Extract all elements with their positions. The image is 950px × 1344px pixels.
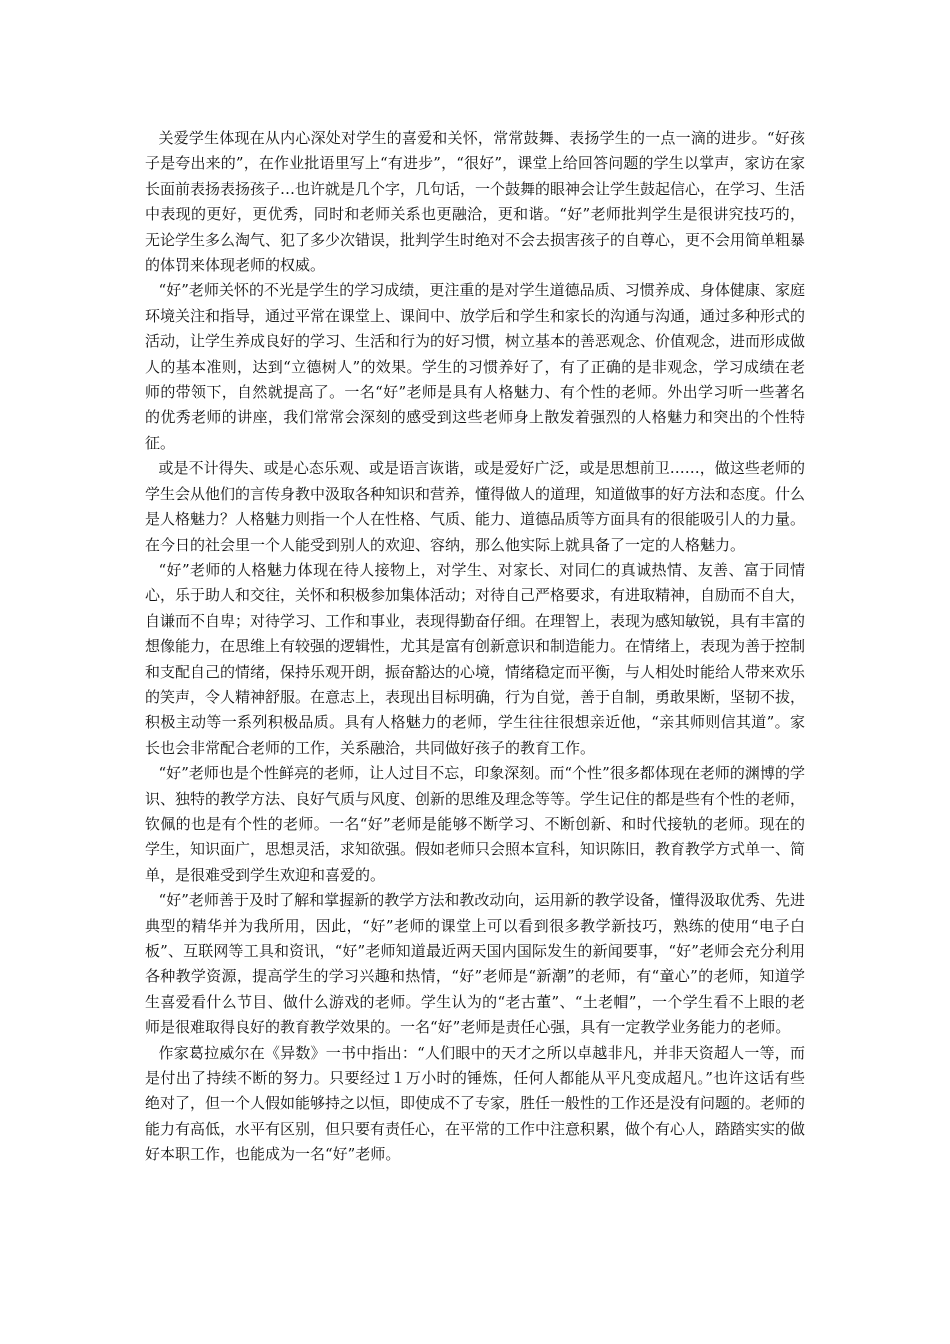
paragraph-6: “好”老师善于及时了解和掌握新的教学方法和教改动向，运用新的教学设备，懂得汲取优秀、先进典型的精华并为我所用，因此，“好”老师的课堂上可以看到很多教学新技巧，熟练的使用“电子白板”、互联网等工具和资讯，“好”老师知道最近两天国内国际发生的新闻要事，“好”老师会充分利用各种教学资源，提高学生的学习兴趣和热情，“好”老师是“新潮”的老师，有“童心”的老师，知道学生喜爱看什么节目、做什么游戏的老师。学生认为的“老古董”、“土老帽”，一个学生看不上眼的老师是很难取得良好的教育教学效果的。一名“好”老师是责任心强，具有一定教学业务能力的老师。: [145, 891, 805, 1037]
paragraph-5: “好”老师也是个性鲜亮的老师，让人过目不忘，印象深刻。而“个性”很多都体现在老师的渊博的学识、独特的教学方法、良好气质与风度、创新的思维及理念等等。学生记住的都是些有个性的老师，钦佩的也是有个性的老师。一名“好”老师是能够不断学习、不断创新、和时代接轨的老师。现在的学生，知识面广，思想灵活，求知欲强。假如老师只会照本宣科，知识陈旧，教育教学方式单一、简单，是很难受到学生欢迎和喜爱的。: [145, 764, 806, 884]
paragraph-4: “好”老师的人格魅力体现在待人接物上，对学生、对家长、对同仁的真诚热情、友善、富于同情心，乐于助人和交往，关怀和积极参加集体活动；对待自己严格要求，有进取精神，自励而不自大，自谦而不自卑；对待学习、工作和事业，表现得勤奋仔细。在理智上，表现为感知敏锐，具有丰富的想像能力，在思维上有较强的逻辑性，尤其是富有创新意识和制造能力。在情绪上，表现为善于控制和支配自己的情绪，保持乐观开朗，振奋豁达的心境，情绪稳定而平衡，与人相处时能给人带来欢乐的笑声，令人精神舒服。在意志上，表现出目标明确，行为自觉，善于自制，勇敢果断，坚韧不拔，积极主动等一系列积极品质。具有人格魅力的老师，学生往往很想亲近他，“亲其师则信其道”。家长也会非常配合老师的工作，关系融洽，共同做好孩子的教育工作。: [145, 560, 806, 757]
paragraph-7: 作家葛拉威尔在《异数》一书中指出：“人们眼中的天才之所以卓越非凡，并非天资超人一等，而是付出了持续不断的努力。只要经过１万小时的锤炼，任何人都能从平凡变成超凡。”也许这话有些绝对了，但一个人假如能够持之以恒，即使成不了专家，胜任一般性的工作还是没有问题的。老师的能力有高低，水平有区别，但只要有责任心，在平常的工作中注意积累，做个有心人，踏踏实实的做好本职工作，也能成为一名“好”老师。: [145, 1043, 806, 1164]
paragraph-1: 关爱学生体现在从内心深处对学生的喜爱和关怀，常常鼓舞、表扬学生的一点一滴的进步。“好孩子是夸出来的”，在作业批语里写上“有进步”，“很好”，课堂上给回答问题的学生以掌声，家访在家长面前表扬表扬孩子…也许就是几个字，几句话，一个鼓舞的眼神会让学生鼓起信心，在学习、生活中表现的更好，更优秀，同时和老师关系也更融洽，更和谐。“好”老师批判学生是很讲究技巧的，无论学生多么淘气、犯了多少次错误，批判学生时绝对不会去损害孩子的自尊心，更不会用简单粗暴的体罚来体现老师的权威。: [145, 129, 806, 275]
paragraph-2: “好”老师关怀的不光是学生的学习成绩，更注重的是对学生道德品质、习惯养成、身体健康、家庭环境关注和指导，通过平常在课堂上、课间中、放学后和学生和家长的沟通与沟通，通过多种形式的活动，让学生养成良好的学习、生活和行为的好习惯，树立基本的善恶观念、价值观念，进而形成做人的基本准则，达到“立德树人”的效果。学生的习惯养好了，有了正确的是非观念，学习成绩在老师的带领下，自然就提高了。一名“好”老师是具有人格魅力、有个性的老师。外出学习听一些著名的优秀老师的讲座，我们常常会深刻的感受到这些老师身上散发着强烈的人格魅力和突出的个性特征。: [145, 281, 806, 452]
paragraph-3: 或是不计得失、或是心态乐观、或是语言诙谐，或是爱好广泛，或是思想前卫……，做这些老师的学生会从他们的言传身教中汲取各种知识和营养，懂得做人的道理，知道做事的好方法和态度。什么是人格魅力？人格魅力则指一个人在性格、气质、能力、道德品质等方面具有的很能吸引人的力量。在今日的社会里一个人能受到别人的欢迎、容纳，那么他实际上就具备了一定的人格魅力。: [145, 459, 806, 554]
document-body: [145, 126, 805, 1168]
